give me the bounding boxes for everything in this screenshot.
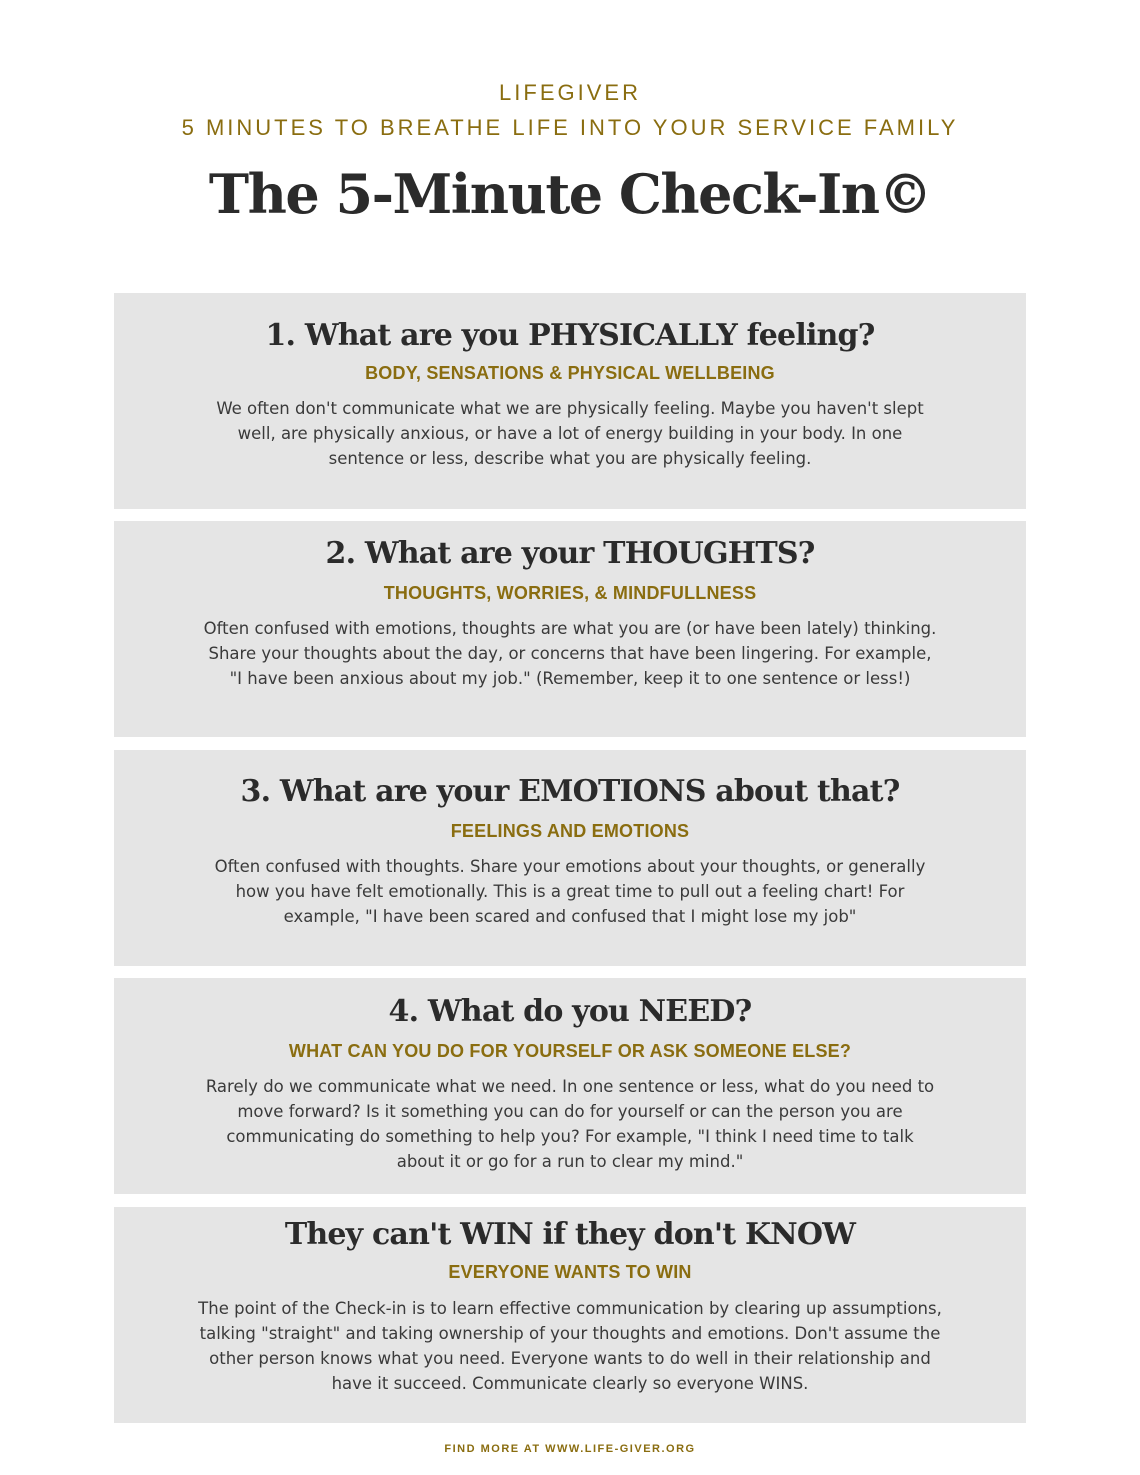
section-heading: 2. What are your THOUGHTS? — [325, 536, 815, 571]
section-body: Often confused with emotions, thoughts are what you are (or have been lately) thinking. Share your thoughts about the day, or concerns that have been lingering. For example, "I have been anxious about my job." (Remember, keep it to one sentence or less!) — [203, 619, 937, 688]
page-title: The 5-Minute Check-In© — [208, 162, 932, 226]
section-win — [114, 1207, 1026, 1423]
section-physical — [114, 293, 1026, 509]
section-heading: 4. What do you NEED? — [388, 994, 752, 1029]
section-subheading: THOUGHTS, WORRIES, & MINDFULLNESS — [383, 583, 757, 603]
section-thoughts — [114, 521, 1026, 737]
section-body: The point of the Check-in is to learn effective communication by clearing up assumptions, talking "straight" and taking ownership of your thoughts and emotions. Don't assume the other person knows what you need. Everyone wants to do well in their relationship and have it succeed. Communicate clearly so everyone WINS. — [198, 1299, 942, 1393]
section-heading: 3. What are your EMOTIONS about that? — [240, 774, 900, 809]
section-heading: 1. What are you PHYSICALLY feeling? — [265, 318, 875, 353]
section-needs — [114, 978, 1026, 1194]
section-subheading: FEELINGS AND EMOTIONS — [450, 821, 690, 841]
footer-link-text: FIND MORE AT WWW.LIFE-GIVER.ORG — [444, 1443, 696, 1455]
section-body: Often confused with thoughts. Share your emotions about your thoughts, or generally how you have felt emotionally. This is a great time to pull out a feeling chart! For example, "I have been scared and confused that I might lose my job" — [214, 857, 926, 926]
section-heading: They can't WIN if they don't KNOW — [284, 1217, 856, 1252]
brand-name: LIFEGIVER — [499, 80, 641, 105]
section-body: Rarely do we communicate what we need. In one sentence or less, what do you need to move forward? Is it something you can do for yourself or can the person you are communicating do something to help you? For example, "I think I need time to talk about it or go for a run to clear my mind." — [205, 1077, 935, 1171]
section-subheading: EVERYONE WANTS TO WIN — [448, 1262, 692, 1282]
section-subheading: WHAT CAN YOU DO FOR YOURSELF OR ASK SOMEONE ELSE? — [288, 1041, 852, 1061]
section-subheading: BODY, SENSATIONS & PHYSICAL WELLBEING — [365, 363, 775, 383]
section-body: We often don't communicate what we are physically feeling. Maybe you haven't slept well, are physically anxious, or have a lot of energy building in your body. In one sentence or less, describe what you are physically feeling. — [216, 399, 924, 468]
section-emotions — [114, 750, 1026, 966]
brand-tagline: 5 MINUTES TO BREATHE LIFE INTO YOUR SERVICE FAMILY — [181, 115, 959, 140]
